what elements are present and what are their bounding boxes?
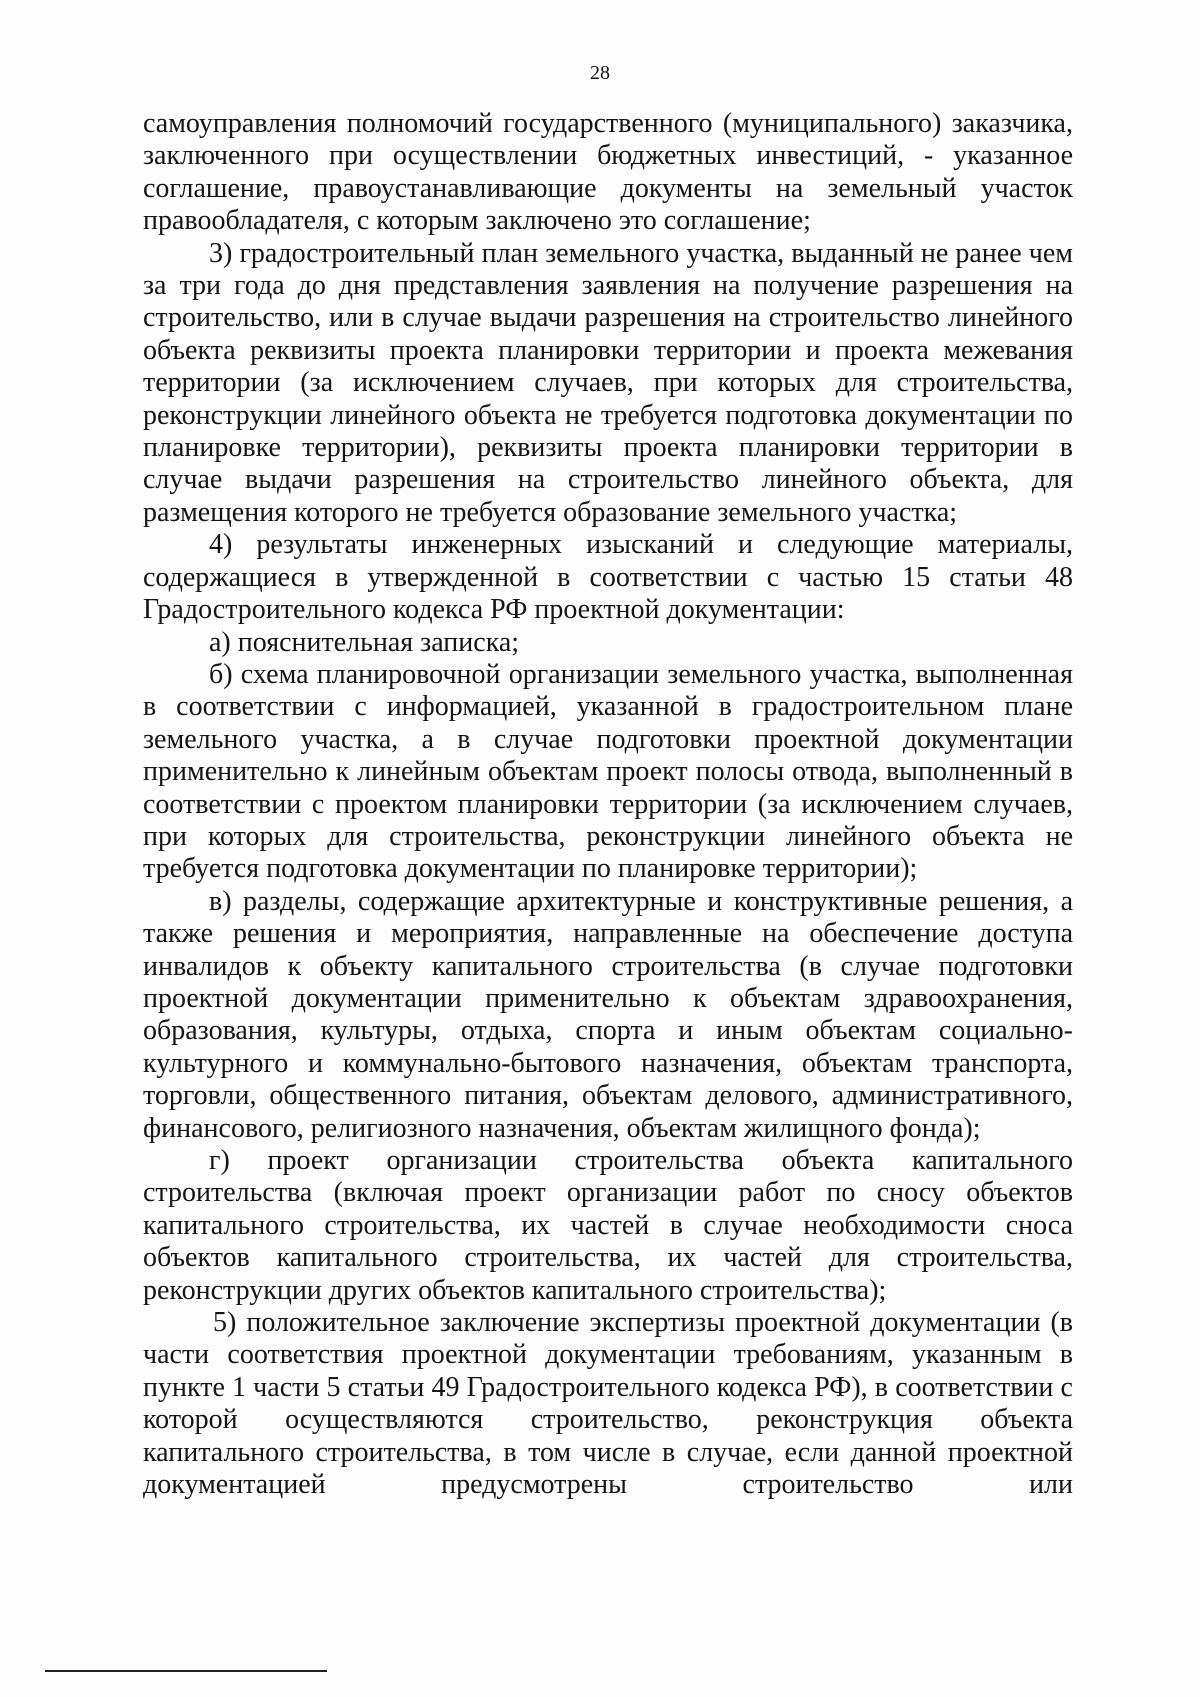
paragraph-item-3: 3) градостроительный план земельного участка, выданный не ранее чем за три года до дня представления заявления на получение разрешения на строительство, или в случае выдачи разрешения на строительство линейного объекта реквизиты проекта планировки территории и проекта межевания территории (за исключением случаев, при которых для строительства, реконструкции линейного объекта не требуется подготовка документации по планировке территории), реквизиты проекта планировки территории в случае выдачи разрешения на строительство линейного объекта, для размещения которого не требуется образование земельного участка; [143,237,1073,528]
body-text [143,108,1073,1501]
paragraph-item-5: 5) положительное заключение экспертизы проектной документации (в части соответствия проектной документации требованиям, указанным в пункте 1 части 5 статьи 49 Градостроительного кодекса РФ), в соответствии с которой осуществляются строительство, реконструкция объекта капитального строительства, в том числе в случае, если данной проектной документацией предусмотрены строительство или [143,1307,1073,1501]
page-number: 28 [590,62,610,84]
paragraph-item-4g: г) проект организации строительства объекта капитального строительства (включая проект организации работ по сносу объектов капитального строительства, их частей в случае необходимости сноса объектов капитального строительства, их частей для строительства, реконструкции других объектов капитального строительства); [143,1145,1073,1306]
paragraph-item-4a: а) пояснительная записка; [209,626,520,658]
paragraph-item-4: 4) результаты инженерных изысканий и следующие материалы, содержащиеся в утвержденной в соответствии с частью 15 статьи 48 Градостроительного кодекса РФ проектной документации: [143,529,1073,626]
paragraph-item-4v: в) разделы, содержащие архитектурные и конструктивные решения, а также решения и мероприятия, направленные на обеспечение доступа инвалидов к объекту капитального строительства (в случае подготовки проектной документации применительно к объектам здравоохранения, образования, культуры, отдыха, спорта и иным объектам социально-культурного и коммунально-бытового назначения, объектам транспорта, торговли, общественного питания, объектам делового, административного, финансового, религиозного назначения, объектам жилищного фонда); [143,885,1073,1144]
paragraph-item-4b: б) схема планировочной организации земельного участка, выполненная в соответствии с информацией, указанной в градостроительном плане земельного участка, а в случае подготовки проектной документации применительно к линейным объектам проект полосы отвода, выполненный в соответствии с проектом планировки территории (за исключением случаев, при которых для строительства, реконструкции линейного объекта не требуется подготовка документации по планировке территории); [143,658,1073,885]
paragraph-continuation: самоуправления полномочий государственного (муниципального) заказчика, заключенного при осуществлении бюджетных инвестиций, - указанное соглашение, правоустанавливающие документы на земельный участок правообладателя, с которым заключено это соглашение; [143,108,1073,237]
footnote-separator-line [45,1670,327,1672]
